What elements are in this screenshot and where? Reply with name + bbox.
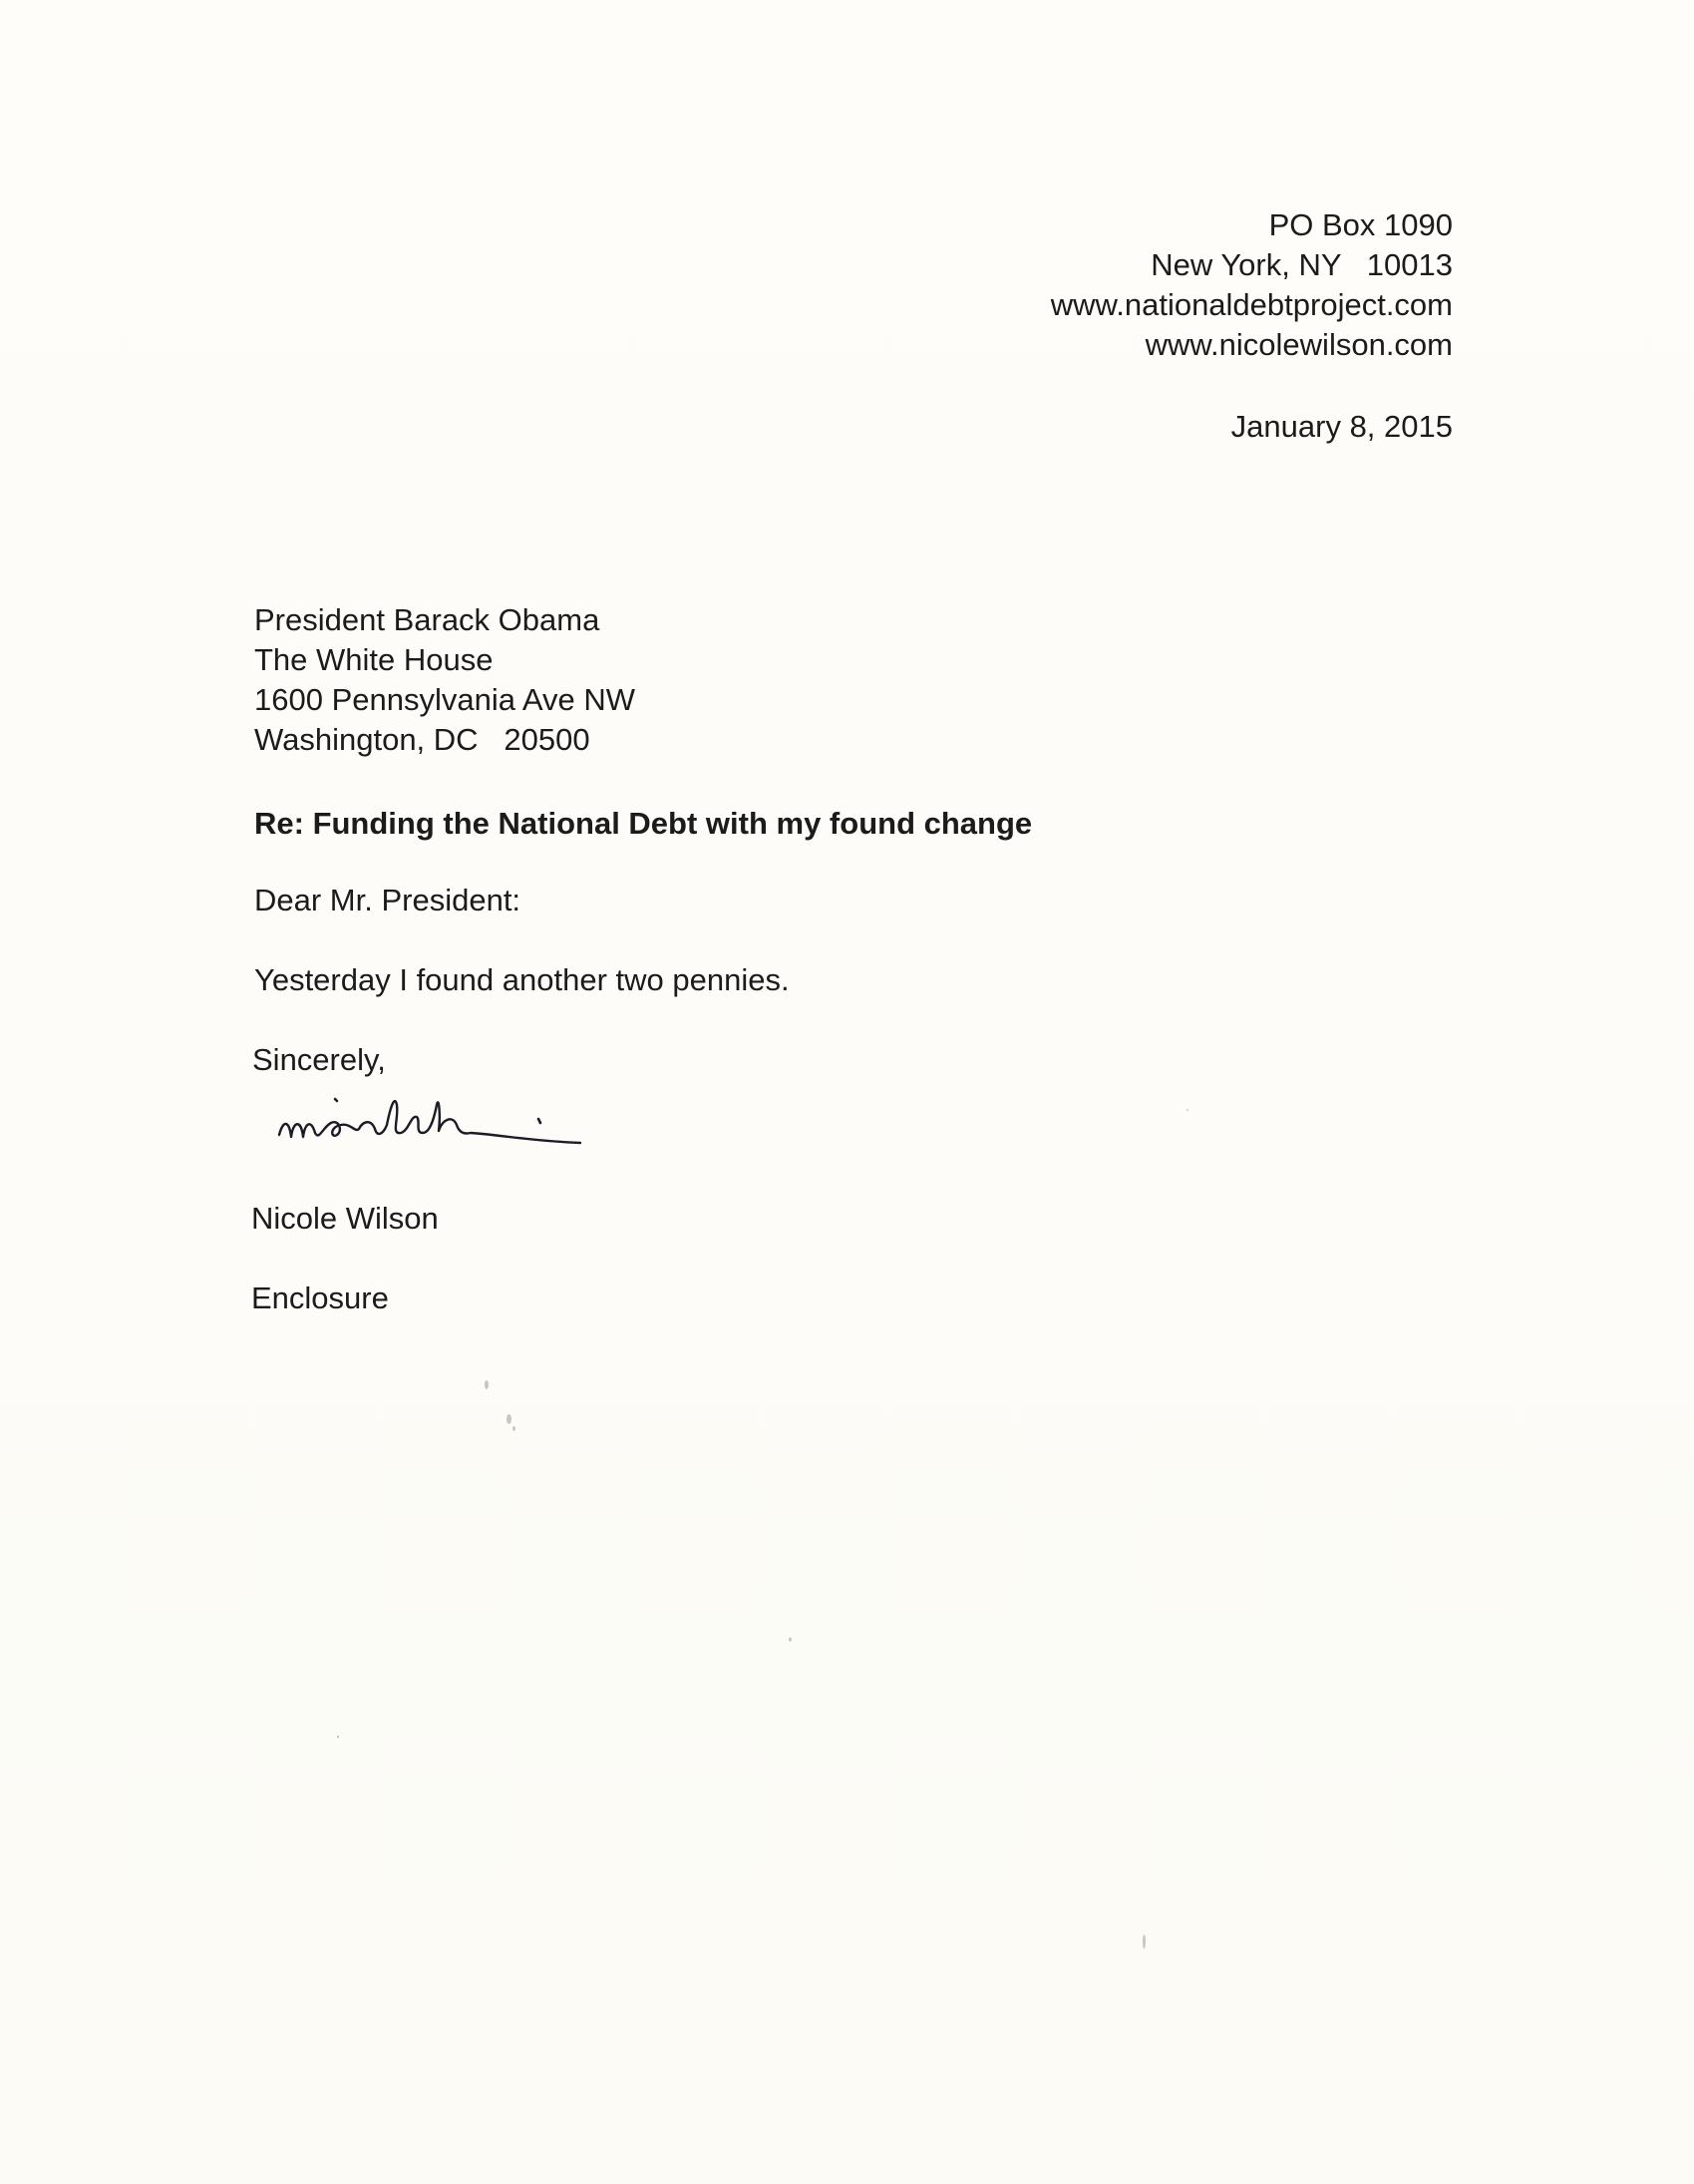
signer-name: Nicole Wilson bbox=[251, 1201, 439, 1236]
paper-speck bbox=[507, 1414, 511, 1424]
recipient-street: 1600 Pennsylvania Ave NW bbox=[254, 682, 635, 717]
enclosure-note: Enclosure bbox=[251, 1280, 389, 1315]
paper-speck bbox=[789, 1638, 792, 1641]
recipient-organization: The White House bbox=[254, 642, 494, 677]
sender-address-block bbox=[1051, 205, 1453, 365]
recipient-name: President Barack Obama bbox=[254, 602, 600, 637]
paper-speck bbox=[1143, 1935, 1146, 1949]
paper-speck bbox=[512, 1426, 515, 1431]
paper-speck bbox=[1186, 1109, 1188, 1111]
closing: Sincerely, bbox=[252, 1042, 386, 1077]
recipient-address-block bbox=[254, 600, 635, 760]
sender-website-1: www.nationaldebtproject.com bbox=[1050, 287, 1453, 322]
salutation: Dear Mr. President: bbox=[254, 883, 521, 917]
paper-speck bbox=[485, 1380, 489, 1389]
sender-address-line1: PO Box 1090 bbox=[1268, 207, 1453, 242]
paper-speck bbox=[337, 1735, 339, 1738]
body-paragraph: Yesterday I found another two pennies. bbox=[254, 962, 790, 997]
recipient-city-state-zip: Washington, DC 20500 bbox=[254, 722, 590, 757]
sender-address-line2: New York, NY 10013 bbox=[1151, 247, 1453, 282]
letter-date: January 8, 2015 bbox=[1230, 409, 1453, 444]
handwritten-signature bbox=[271, 1075, 600, 1165]
sender-website-2: www.nicolewilson.com bbox=[1145, 327, 1453, 362]
subject-line: Re: Funding the National Debt with my found change bbox=[254, 806, 1033, 841]
